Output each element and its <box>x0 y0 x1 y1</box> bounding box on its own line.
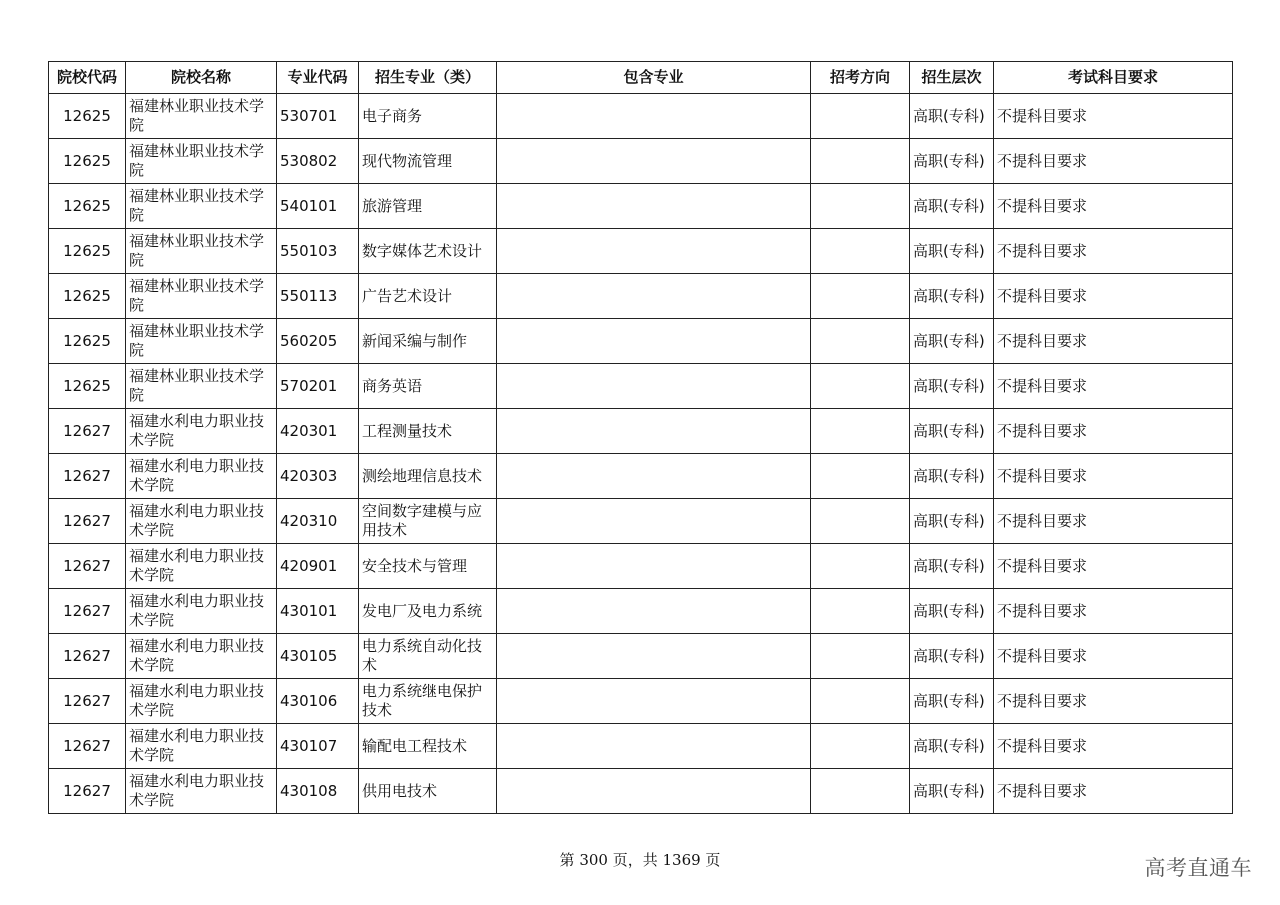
cell-level: 高职(专科) <box>910 724 994 769</box>
cell-direction <box>811 589 910 634</box>
watermark: 高考直通车 <box>1144 856 1252 880</box>
cell-level: 高职(专科) <box>910 274 994 319</box>
cell-school-code: 12625 <box>49 274 126 319</box>
cell-major: 工程测量技术 <box>359 409 497 454</box>
cell-level: 高职(专科) <box>910 769 994 814</box>
cell-included-majors <box>497 364 811 409</box>
cell-major: 安全技术与管理 <box>359 544 497 589</box>
cell-major-code: 420901 <box>277 544 359 589</box>
cell-school-name: 福建水利电力职业技术学院 <box>126 679 277 724</box>
cell-subject-requirement: 不提科目要求 <box>994 454 1233 499</box>
cell-school-code: 12625 <box>49 94 126 139</box>
cell-major: 电子商务 <box>359 94 497 139</box>
cell-school-code: 12625 <box>49 364 126 409</box>
cell-major-code: 560205 <box>277 319 359 364</box>
table-row <box>49 499 1233 544</box>
table-row <box>49 94 1233 139</box>
cell-included-majors <box>497 454 811 499</box>
cell-major: 数字媒体艺术设计 <box>359 229 497 274</box>
cell-included-majors <box>497 724 811 769</box>
cell-direction <box>811 454 910 499</box>
cell-subject-requirement: 不提科目要求 <box>994 229 1233 274</box>
header-major: 招生专业（类） <box>359 62 497 94</box>
cell-major-code: 420310 <box>277 499 359 544</box>
cell-major-code: 430108 <box>277 769 359 814</box>
cell-direction <box>811 769 910 814</box>
cell-major: 广告艺术设计 <box>359 274 497 319</box>
header-level: 招生层次 <box>910 62 994 94</box>
cell-school-name: 福建林业职业技术学院 <box>126 364 277 409</box>
table-row <box>49 319 1233 364</box>
cell-included-majors <box>497 94 811 139</box>
cell-school-name: 福建林业职业技术学院 <box>126 94 277 139</box>
table-row <box>49 679 1233 724</box>
cell-major-code: 430101 <box>277 589 359 634</box>
cell-included-majors <box>497 274 811 319</box>
header-major-code: 专业代码 <box>277 62 359 94</box>
cell-school-name: 福建林业职业技术学院 <box>126 319 277 364</box>
cell-direction <box>811 184 910 229</box>
cell-school-code: 12627 <box>49 634 126 679</box>
cell-subject-requirement: 不提科目要求 <box>994 499 1233 544</box>
cell-school-name: 福建水利电力职业技术学院 <box>126 634 277 679</box>
cell-included-majors <box>497 769 811 814</box>
cell-subject-requirement: 不提科目要求 <box>994 409 1233 454</box>
cell-level: 高职(专科) <box>910 364 994 409</box>
cell-major: 旅游管理 <box>359 184 497 229</box>
cell-subject-requirement: 不提科目要求 <box>994 544 1233 589</box>
cell-direction <box>811 634 910 679</box>
cell-subject-requirement: 不提科目要求 <box>994 769 1233 814</box>
cell-level: 高职(专科) <box>910 409 994 454</box>
cell-subject-requirement: 不提科目要求 <box>994 679 1233 724</box>
table-row <box>49 589 1233 634</box>
cell-direction <box>811 499 910 544</box>
cell-school-name: 福建水利电力职业技术学院 <box>126 454 277 499</box>
cell-direction <box>811 409 910 454</box>
cell-major-code: 430106 <box>277 679 359 724</box>
cell-school-code: 12627 <box>49 499 126 544</box>
cell-school-code: 12627 <box>49 589 126 634</box>
cell-school-code: 12625 <box>49 319 126 364</box>
cell-major: 空间数字建模与应用技术 <box>359 499 497 544</box>
cell-major-code: 540101 <box>277 184 359 229</box>
cell-school-name: 福建林业职业技术学院 <box>126 139 277 184</box>
cell-major-code: 530802 <box>277 139 359 184</box>
cell-direction <box>811 139 910 184</box>
cell-direction <box>811 679 910 724</box>
table-row <box>49 769 1233 814</box>
cell-school-code: 12627 <box>49 454 126 499</box>
cell-included-majors <box>497 409 811 454</box>
cell-subject-requirement: 不提科目要求 <box>994 634 1233 679</box>
cell-major-code: 430105 <box>277 634 359 679</box>
cell-school-name: 福建水利电力职业技术学院 <box>126 589 277 634</box>
table-row <box>49 274 1233 319</box>
cell-school-name: 福建林业职业技术学院 <box>126 229 277 274</box>
cell-major: 现代物流管理 <box>359 139 497 184</box>
cell-included-majors <box>497 589 811 634</box>
cell-subject-requirement: 不提科目要求 <box>994 724 1233 769</box>
table-row <box>49 544 1233 589</box>
cell-subject-requirement: 不提科目要求 <box>994 274 1233 319</box>
cell-major: 供用电技术 <box>359 769 497 814</box>
cell-major-code: 570201 <box>277 364 359 409</box>
cell-school-code: 12627 <box>49 544 126 589</box>
table-row <box>49 454 1233 499</box>
cell-included-majors <box>497 139 811 184</box>
cell-school-code: 12625 <box>49 184 126 229</box>
cell-major-code: 530701 <box>277 94 359 139</box>
cell-direction <box>811 544 910 589</box>
cell-level: 高职(专科) <box>910 634 994 679</box>
cell-major-code: 420303 <box>277 454 359 499</box>
page-number: 第 300 页，共 1369 页 <box>559 851 721 869</box>
cell-major: 电力系统自动化技术 <box>359 634 497 679</box>
cell-subject-requirement: 不提科目要求 <box>994 94 1233 139</box>
cell-included-majors <box>497 544 811 589</box>
cell-major: 新闻采编与制作 <box>359 319 497 364</box>
cell-direction <box>811 274 910 319</box>
cell-direction <box>811 724 910 769</box>
cell-level: 高职(专科) <box>910 544 994 589</box>
cell-school-code: 12627 <box>49 409 126 454</box>
cell-level: 高职(专科) <box>910 589 994 634</box>
cell-school-code: 12627 <box>49 679 126 724</box>
cell-direction <box>811 229 910 274</box>
cell-included-majors <box>497 499 811 544</box>
table-body <box>49 94 1233 814</box>
cell-level: 高职(专科) <box>910 319 994 364</box>
cell-school-name: 福建水利电力职业技术学院 <box>126 724 277 769</box>
cell-school-code: 12625 <box>49 229 126 274</box>
cell-included-majors <box>497 184 811 229</box>
cell-level: 高职(专科) <box>910 94 994 139</box>
cell-school-name: 福建林业职业技术学院 <box>126 274 277 319</box>
cell-major: 电力系统继电保护技术 <box>359 679 497 724</box>
cell-included-majors <box>497 679 811 724</box>
cell-school-name: 福建林业职业技术学院 <box>126 184 277 229</box>
cell-school-code: 12627 <box>49 724 126 769</box>
table-row <box>49 139 1233 184</box>
cell-subject-requirement: 不提科目要求 <box>994 139 1233 184</box>
cell-major: 输配电工程技术 <box>359 724 497 769</box>
major-table <box>48 61 1233 814</box>
cell-major-code: 430107 <box>277 724 359 769</box>
cell-school-name: 福建水利电力职业技术学院 <box>126 544 277 589</box>
cell-direction <box>811 94 910 139</box>
cell-major: 测绘地理信息技术 <box>359 454 497 499</box>
cell-level: 高职(专科) <box>910 499 994 544</box>
table-row <box>49 184 1233 229</box>
table-row <box>49 364 1233 409</box>
table-row <box>49 634 1233 679</box>
cell-major: 商务英语 <box>359 364 497 409</box>
cell-major: 发电厂及电力系统 <box>359 589 497 634</box>
cell-subject-requirement: 不提科目要求 <box>994 589 1233 634</box>
cell-school-code: 12625 <box>49 139 126 184</box>
header-included-majors: 包含专业 <box>497 62 811 94</box>
cell-school-name: 福建水利电力职业技术学院 <box>126 769 277 814</box>
cell-subject-requirement: 不提科目要求 <box>994 184 1233 229</box>
table-row <box>49 229 1233 274</box>
table-row <box>49 724 1233 769</box>
cell-level: 高职(专科) <box>910 139 994 184</box>
cell-major-code: 550103 <box>277 229 359 274</box>
header-school-code: 院校代码 <box>49 62 126 94</box>
cell-level: 高职(专科) <box>910 454 994 499</box>
cell-major-code: 550113 <box>277 274 359 319</box>
cell-included-majors <box>497 229 811 274</box>
cell-major-code: 420301 <box>277 409 359 454</box>
cell-school-code: 12627 <box>49 769 126 814</box>
cell-school-name: 福建水利电力职业技术学院 <box>126 499 277 544</box>
cell-level: 高职(专科) <box>910 184 994 229</box>
header-school-name: 院校名称 <box>126 62 277 94</box>
cell-level: 高职(专科) <box>910 229 994 274</box>
cell-included-majors <box>497 634 811 679</box>
header-direction: 招考方向 <box>811 62 910 94</box>
table-header-row <box>49 62 1233 94</box>
table-row <box>49 409 1233 454</box>
cell-subject-requirement: 不提科目要求 <box>994 319 1233 364</box>
cell-school-name: 福建水利电力职业技术学院 <box>126 409 277 454</box>
cell-subject-requirement: 不提科目要求 <box>994 364 1233 409</box>
cell-direction <box>811 364 910 409</box>
cell-direction <box>811 319 910 364</box>
header-subject-requirement: 考试科目要求 <box>994 62 1233 94</box>
cell-included-majors <box>497 319 811 364</box>
cell-level: 高职(专科) <box>910 679 994 724</box>
